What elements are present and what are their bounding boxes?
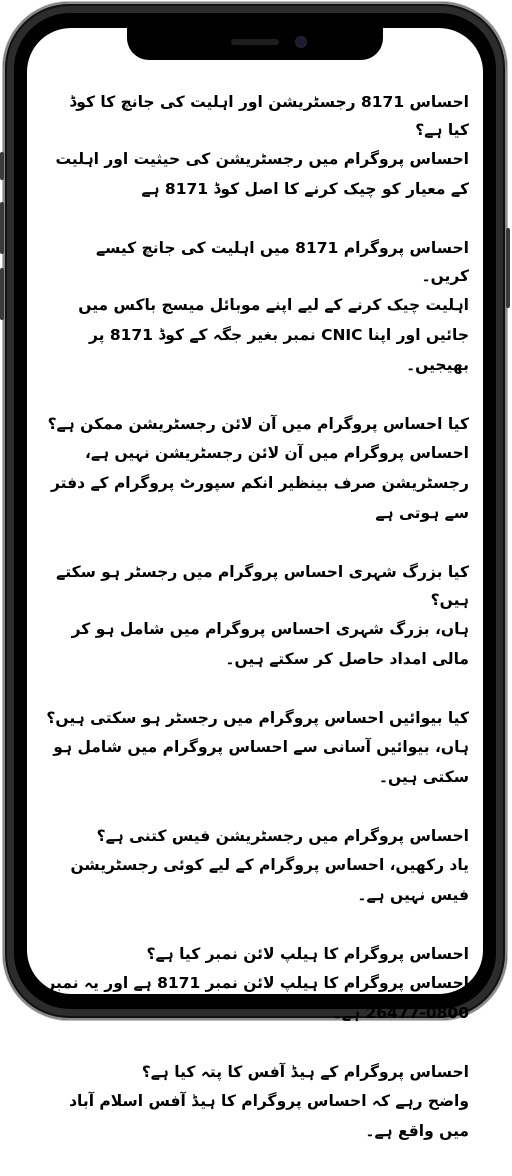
faq-question: احساس پروگرام کے ہیڈ آفس کا پتہ کیا ہے؟ [141,1063,469,1081]
faq-answer: ہاں، بیوائیں آسانی سے احساس پروگرام میں شامل ہو سکتی ہیں۔ [53,738,469,786]
notch [127,28,383,60]
faq-answer: احساس پروگرام کا ہیلپ لائن نمبر 8171 ہے اور یہ نمبر 0800-26477 ہے۔ [46,974,469,1022]
faq-answer: اہلیت چیک کرنے کے لیے اپنے موبائل میسج باکس میں جائیں اور اپنا CNIC نمبر بغیر جگہ کے کوڈ 8171 پر بھیجیں۔ [78,296,469,374]
faq-question: کیا بزرگ شہری احساس پروگرام میں رجسٹر ہو سکتے ہیں؟ [56,563,469,609]
phone-frame [3,2,507,1140]
faq-item [45,1058,469,1146]
phone-screen [27,28,483,1140]
faq-item [45,410,469,528]
power-button [506,228,510,308]
faq-item [45,822,469,910]
speaker-grille [231,39,279,45]
faq-question: کیا احساس پروگرام میں آن لائن رجسٹریشن ممکن ہے؟ [47,415,469,433]
volume-down-button [0,268,4,320]
faq-question: احساس پروگرام میں رجسٹریشن فیس کتنی ہے؟ [96,827,469,845]
faq-question: احساس پروگرام 8171 میں اہلیت کی جانچ کیسے کریں۔ [95,239,469,285]
silent-switch [0,152,4,180]
volume-up-button [0,202,4,254]
faq-item [45,704,469,792]
front-camera-icon [295,36,307,48]
faq-question: کیا بیوائیں احساس پروگرام میں رجسٹر ہو سکتی ہیں؟ [46,709,469,727]
faq-answer: احساس پروگرام میں آن لائن رجسٹریشن نہیں ہے، رجسٹریشن صرف بینظیر انکم سپورٹ پروگرام کے دفتر سے ہوتی ہے [50,444,469,522]
faq-answer: ہاں، بزرگ شہری احساس پروگرام میں شامل ہو کر مالی امداد حاصل کر سکتے ہیں۔ [71,620,469,668]
faq-list [45,88,469,1176]
faq-item [45,88,469,204]
faq-question: احساس پروگرام کا ہیلپ لائن نمبر کیا ہے؟ [146,945,469,963]
faq-answer: احساس پروگرام میں رجسٹریشن کی حیثیت اور اہلیت کے معیار کو چیک کرنے کا اصل کوڈ 8171 ہے [55,150,469,198]
faq-item [45,234,469,380]
faq-item [45,558,469,674]
faq-answer: یاد رکھیں، احساس پروگرام کے لیے کوئی رجسٹریشن فیس نہیں ہے۔ [70,856,469,904]
faq-question: احساس 8171 رجسٹریشن اور اہلیت کی جانچ کا کوڈ کیا ہے؟ [69,93,469,139]
faq-answer: واضح رہے کہ احساس پروگرام کا ہیڈ آفس اسلام آباد میں واقع ہے۔ [69,1092,469,1140]
faq-item [45,940,469,1028]
